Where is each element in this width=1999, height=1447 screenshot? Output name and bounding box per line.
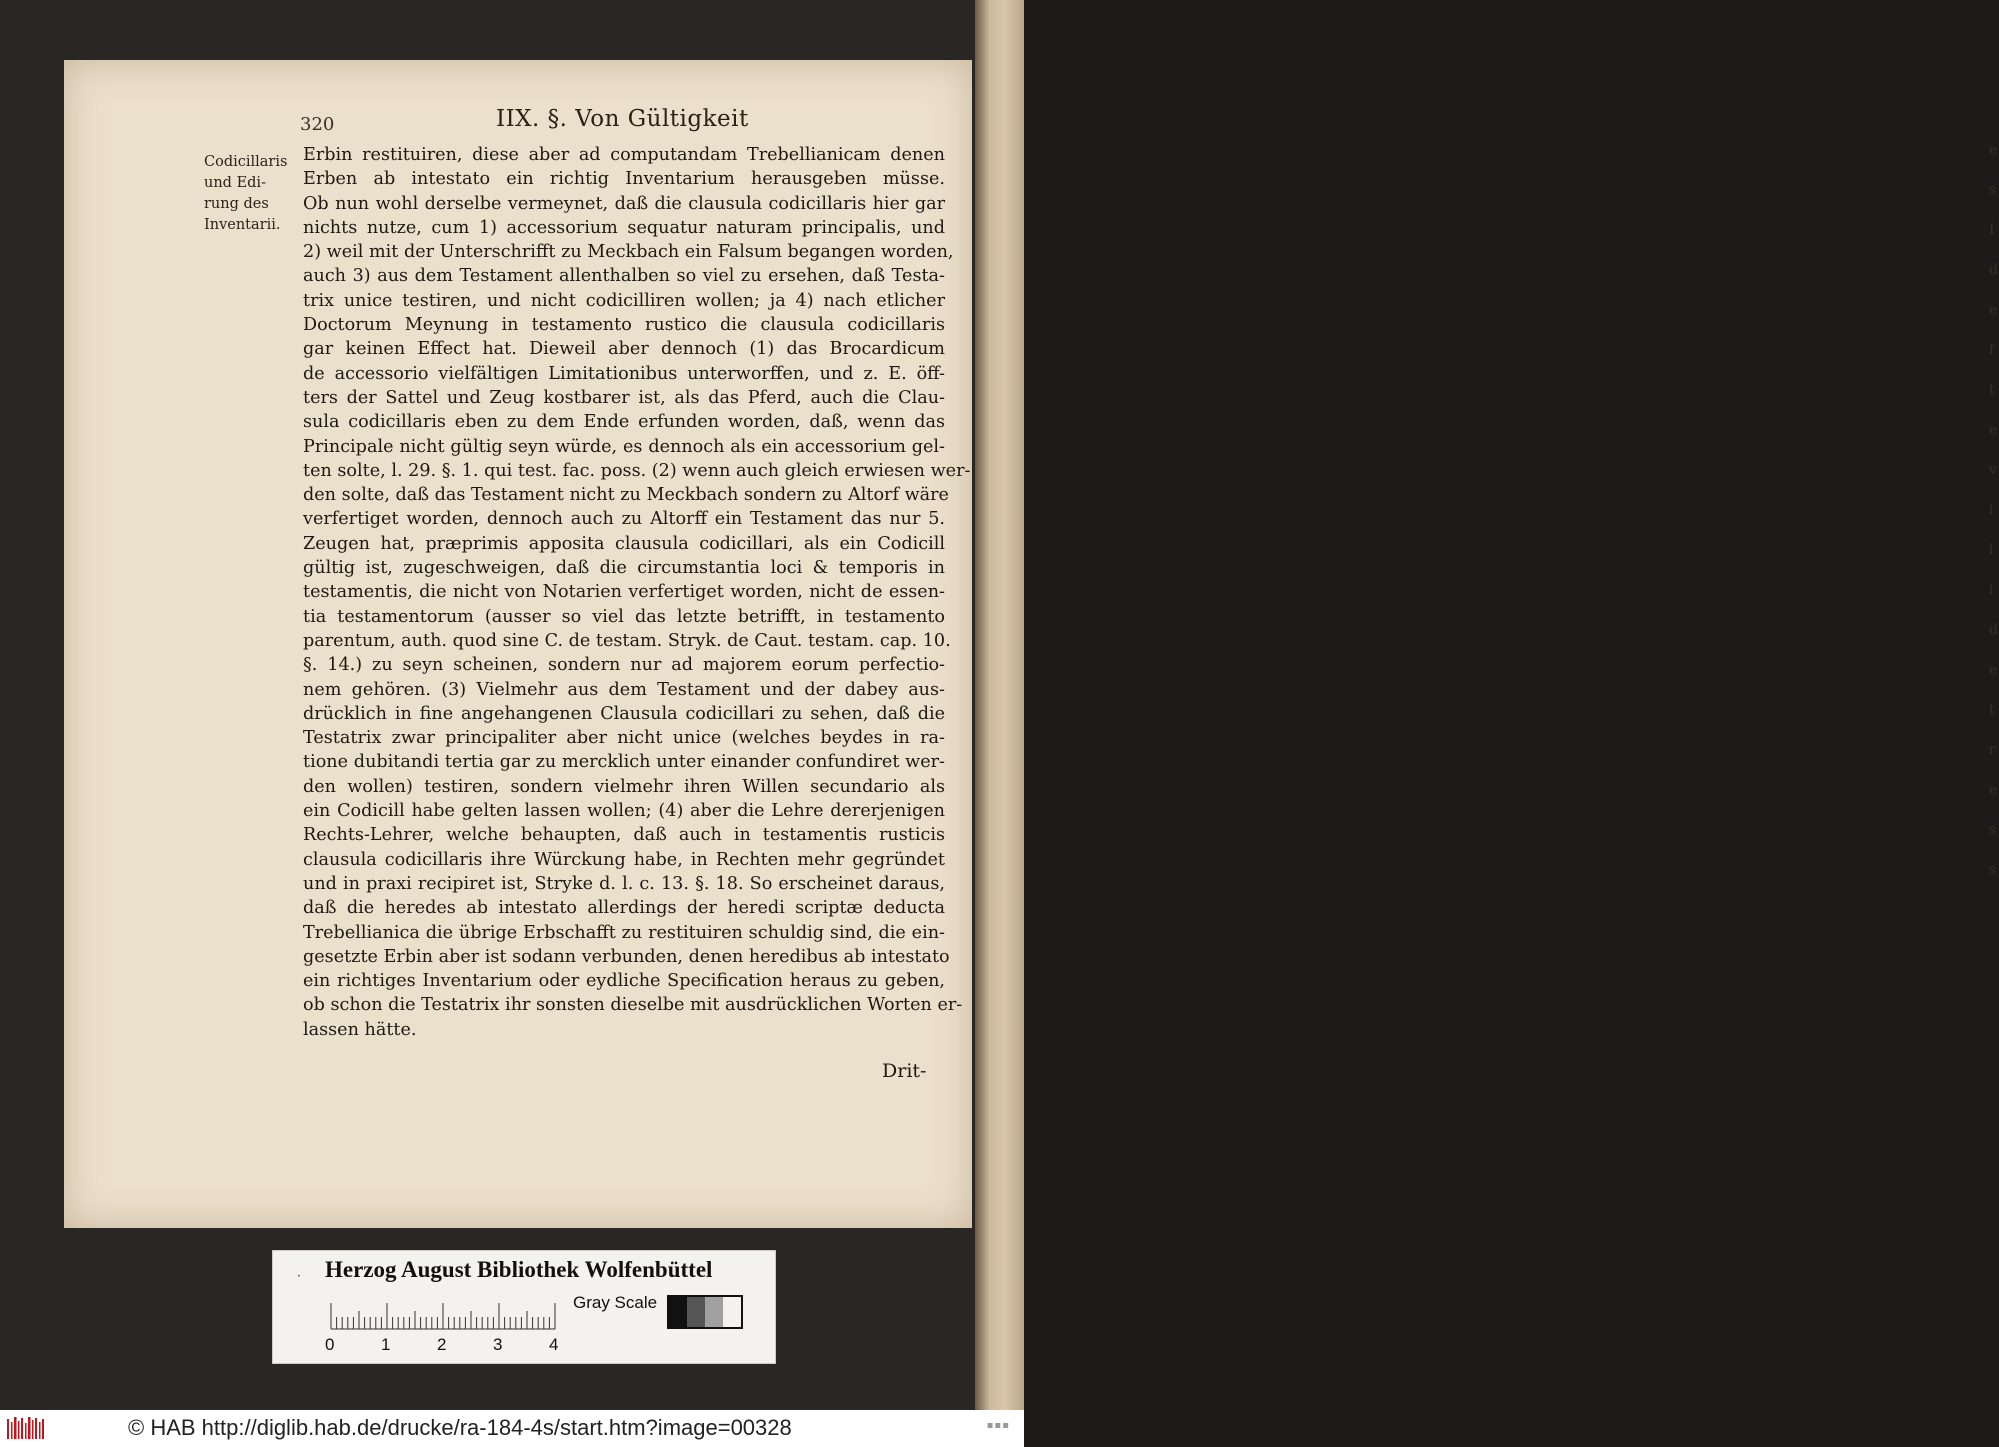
text-line: clausula codicillaris ihre Würckung habe, in Rechten mehr gegründet [303,849,945,870]
margin-note-line: Inventarii. [204,217,281,233]
ruler-labels [325,1335,565,1357]
text-line: den wollen) testiren, sondern vielmehr ihren Willen secundario als [303,776,945,797]
ruler-number: 1 [381,1335,391,1354]
grayscale-patch [687,1297,705,1327]
text-line: §. 14.) zu seyn scheinen, sondern nur ad majorem eorum perfectio- [303,655,945,676]
text-line: parentum, auth. quod sine C. de testam. Stryk. de Caut. testam. cap. 10. [303,630,951,651]
grayscale-label: Gray Scale [573,1293,658,1312]
text-line: den solte, daß das Testament nicht zu Meckbach sondern zu Altorf wäre [303,485,949,506]
text-line: tione dubitandi tertia gar zu mercklich unter einander confundiret wer- [303,752,945,773]
text-line: trix unice testiren, und nicht codicilliren wollen; ja 4) nach etlicher [303,290,945,311]
ruler-number: 4 [549,1335,559,1354]
text-line: Testatrix zwar principaliter aber nicht unice (welches beydes in ra- [303,728,945,749]
facing-page-text-fragments: e s I d e f t e v i l i d e t r e s s [1989,142,1998,878]
ruler-number: 2 [437,1335,447,1354]
text-line: nem gehören. (3) Vielmehr aus dem Testament und der dabey aus- [303,679,945,700]
ruler-number: 0 [325,1335,335,1354]
text-line: ein richtiges Inventarium oder eydliche Specification heraus zu geben, [303,971,945,992]
text-line: Zeugen hat, præprimis apposita clausula codicillari, als ein Codicill [303,533,945,554]
text-line: nichts nutze, cum 1) accessorium sequatur naturam principalis, und [303,217,945,238]
text-line: Principale nicht gültig seyn würde, es dennoch als ein accessorium gel- [303,436,945,457]
text-line: gar keinen Effect hat. Dieweil aber dennoch (1) das Brocardicum [303,339,945,360]
text-line: Erben ab intestato ein richtig Inventarium herausgeben müsse. [303,169,945,190]
margin-note [204,152,300,236]
grayscale-patch [705,1297,723,1327]
text-line: daß die heredes ab intestato allerdings der heredi scriptæ deducta [303,898,945,919]
grayscale-patch [723,1297,741,1327]
library-color-bar [272,1250,776,1364]
text-line: ten solte, l. 29. §. 1. qui test. fac. poss. (2) wenn auch gleich erwiesen wer- [303,460,971,481]
body-text [303,143,971,1042]
hab-barcode-logo-icon [6,1416,46,1442]
grayscale-swatch [667,1295,743,1329]
text-line: ters der Sattel und Zeug kostbarer ist, als das Pferd, auch die Clau- [303,387,945,408]
text-line: Ob nun wohl derselbe vermeynet, daß die clausula codicillaris hier gar [303,193,945,214]
footer-bar [0,1410,1024,1447]
page-header [64,100,972,140]
card-dot: · [297,1269,301,1283]
catchword: Drit- [882,1060,927,1082]
text-line: testamentis, die nicht von Notarien verfertiget worden, nicht de essen- [303,582,945,603]
text-line: gesetzte Erbin aber ist sodann verbunden, denen heredibus ab intestato [303,946,950,967]
ruler-scale [329,1299,559,1339]
text-line: ob schon die Testatrix ihr sonsten dieselbe mit ausdrücklichen Worten er- [303,995,963,1016]
text-line: lassen hätte. [303,1019,417,1040]
margin-note-line: und Edi- [204,175,266,191]
facing-page-edge [975,0,1998,1410]
text-line: Trebellianica die übrige Erbschafft zu restituiren schuldig sind, die ein- [303,922,945,943]
text-line: gültig ist, zugeschweigen, daß die circumstantia loci & temporis in [303,558,945,579]
book-page [64,60,972,1228]
library-name: Herzog August Bibliothek Wolfenbüttel [325,1257,713,1282]
text-line: 2) weil mit der Unterschrifft zu Meckbach ein Falsum begangen worden, [303,242,954,263]
text-line: Rechts-Lehrer, welche behaupten, daß auch in testamentis rusticis [303,825,945,846]
text-line: auch 3) aus dem Testament allenthalben so viel zu ersehen, daß Testa- [303,266,945,287]
ruler-number: 3 [493,1335,503,1354]
text-line: ein Codicill habe gelten lassen wollen; (4) aber die Lehre dererjenigen [303,801,945,822]
text-line: tia testamentorum (ausser so viel das letzte betrifft, in testamento [303,606,945,627]
margin-note-line: Codicillaris [204,154,288,170]
text-line: verfertiget worden, dennoch auch zu Altorff ein Testament das nur 5. [303,509,945,530]
text-line: drücklich in fine angehangenen Clausula codicillari zu sehen, daß die [303,703,945,724]
copyright-url[interactable]: © HAB http://diglib.hab.de/drucke/ra-184-4s/start.htm?image=00328 [128,1415,792,1440]
text-line: Doctorum Meynung in testamento rustico die clausula codicillaris [303,315,945,336]
text-line: sula codicillaris eben zu dem Ende erfunden worden, daß, wenn das [303,412,945,433]
text-line: und in praxi recipiret ist, Stryke d. l. c. 13. §. 18. So erscheinet daraus, [303,873,945,894]
margin-note-line: rung des [204,196,269,212]
running-title: IIX. §. Von Gültigkeit [496,106,749,132]
page-number: 320 [300,114,335,135]
text-line: Erbin restituiren, diese aber ad computandam Trebellianicam denen [303,145,945,165]
grayscale-patch [669,1297,687,1327]
footer-dots: ▪▪▪ [986,1420,1010,1431]
text-line: de accessorio vielfältigen Limitationibus unterworffen, und z. E. öff- [303,363,945,384]
